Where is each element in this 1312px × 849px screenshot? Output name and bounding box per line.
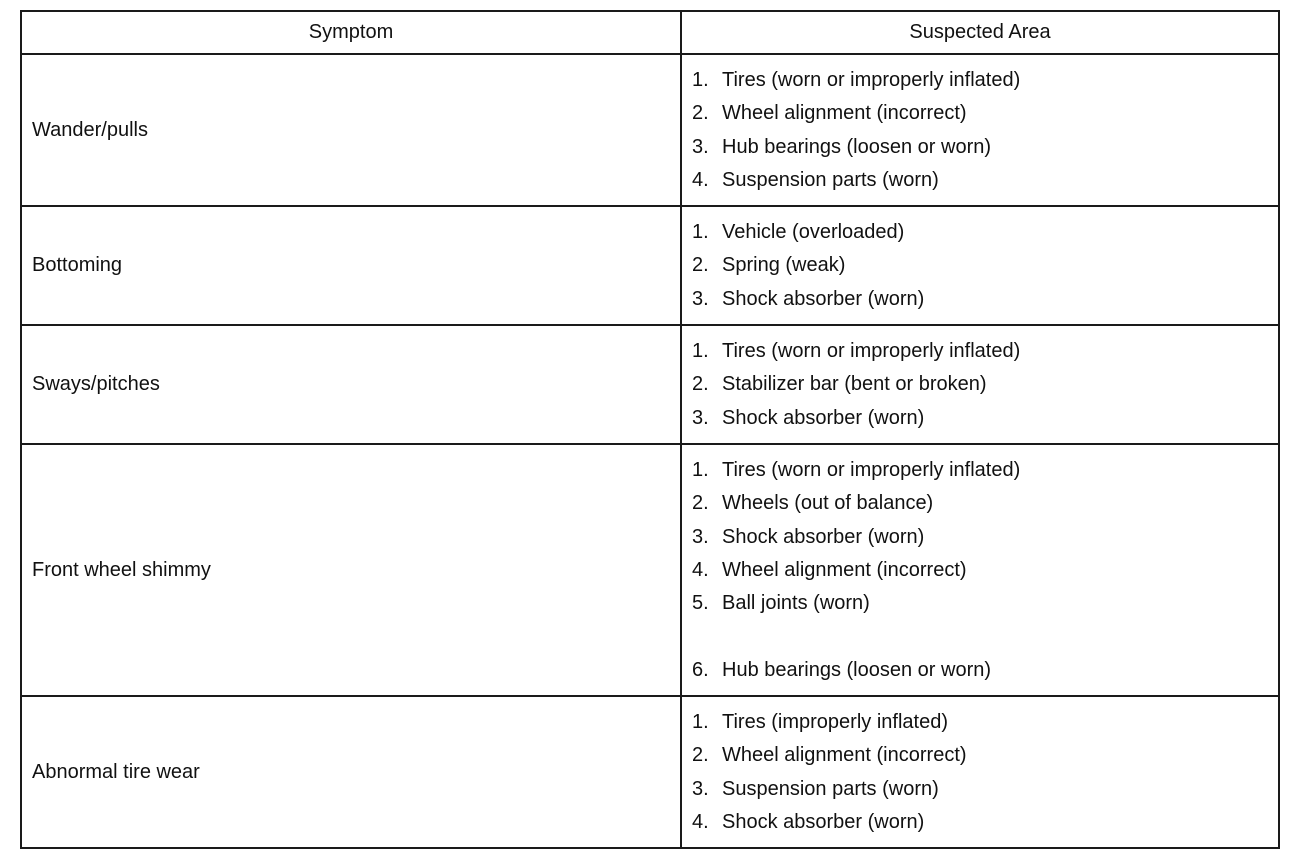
list-item	[692, 806, 1278, 839]
item-number: 1.	[692, 340, 709, 363]
item-text: Shock absorber (worn)	[722, 287, 925, 310]
item-text: Tires (worn or improperly inflated)	[722, 69, 1021, 91]
suspected-area-cell	[681, 696, 1279, 848]
list-item	[692, 97, 1278, 130]
item-text: Wheel alignment (incorrect)	[722, 744, 967, 767]
item-number: 3.	[692, 525, 709, 548]
suspected-area-list	[692, 454, 1278, 687]
item-text: Tires (worn or improperly inflated)	[722, 458, 1021, 481]
table-row	[21, 444, 1279, 696]
item-number: 3.	[692, 135, 709, 158]
suspected-area-cell	[681, 54, 1279, 206]
item-number: 1.	[692, 711, 709, 734]
list-item	[692, 64, 1278, 97]
item-number: 1.	[692, 458, 709, 481]
list-item	[692, 335, 1278, 368]
symptom-cell: Wander/pulls	[21, 54, 681, 206]
item-text: Tires (improperly inflated)	[722, 711, 948, 734]
item-number: 3.	[692, 287, 709, 310]
troubleshooting-table	[20, 10, 1280, 849]
item-number: 2.	[692, 744, 709, 767]
item-text: Suspension parts (worn)	[722, 168, 939, 191]
table-row	[21, 696, 1279, 848]
item-number: 2.	[692, 492, 709, 515]
item-text: Wheels (out of balance)	[722, 492, 934, 515]
symptom-cell: Sways/pitches	[21, 325, 681, 444]
table-row	[21, 54, 1279, 206]
header-row	[21, 11, 1279, 54]
suspected-area-cell	[681, 206, 1279, 325]
list-item	[692, 554, 1278, 587]
list-item	[692, 454, 1278, 487]
symptom-cell: Abnormal tire wear	[21, 696, 681, 848]
table-body	[21, 54, 1279, 848]
item-text: Shock absorber (worn)	[722, 525, 925, 548]
item-number: 5.	[692, 592, 709, 615]
list-item	[692, 402, 1278, 435]
list-item	[692, 654, 1278, 687]
symptom-cell: Bottoming	[21, 206, 681, 325]
suspected-area-list	[692, 706, 1278, 839]
list-item	[692, 773, 1278, 806]
item-text: Wheel alignment (incorrect)	[722, 558, 967, 581]
list-item	[692, 131, 1278, 164]
table-header	[21, 11, 1279, 54]
item-number: 4.	[692, 168, 709, 191]
item-number: 2.	[692, 373, 709, 396]
list-item	[692, 283, 1278, 316]
item-text: Hub bearings (loosen or worn)	[722, 658, 992, 681]
item-text: Suspension parts (worn)	[722, 777, 939, 800]
list-item	[692, 521, 1278, 554]
suspected-area-column-header: Suspected Area	[681, 11, 1279, 54]
item-number: 4.	[692, 558, 709, 581]
item-text: Ball joints (worn)	[722, 592, 870, 615]
table-row	[21, 325, 1279, 444]
item-number: 4.	[692, 810, 709, 833]
list-item	[692, 487, 1278, 520]
list-item	[692, 216, 1278, 249]
item-number: 2.	[692, 102, 709, 125]
suspected-area-list	[692, 216, 1278, 316]
item-number: 3.	[692, 406, 709, 429]
item-number: 1.	[692, 221, 709, 244]
item-text: Stabilizer bar (bent or broken)	[722, 373, 987, 396]
item-text: Vehicle (overloaded)	[722, 221, 905, 244]
item-text: Shock absorber (worn)	[722, 406, 925, 429]
suspected-area-cell	[681, 444, 1279, 696]
item-number: 2.	[692, 254, 709, 277]
item-text: Hub bearings (loosen or worn)	[722, 135, 992, 158]
item-number: 1.	[692, 69, 709, 91]
suspected-area-cell	[681, 325, 1279, 444]
item-text: Wheel alignment (incorrect)	[722, 102, 967, 125]
item-text: Tires (worn or improperly inflated)	[722, 340, 1021, 363]
list-item	[692, 706, 1278, 739]
list-item	[692, 164, 1278, 197]
item-number: 3.	[692, 777, 709, 800]
symptom-cell: Front wheel shimmy	[21, 444, 681, 696]
list-item	[692, 587, 1278, 620]
item-number: 6.	[692, 658, 709, 681]
symptom-column-header: Symptom	[21, 11, 681, 54]
list-item	[692, 249, 1278, 282]
list-item	[692, 739, 1278, 772]
table-row	[21, 206, 1279, 325]
item-text: Spring (weak)	[722, 254, 846, 277]
suspected-area-list	[692, 64, 1278, 197]
list-item	[692, 368, 1278, 401]
suspected-area-list	[692, 335, 1278, 435]
item-text: Shock absorber (worn)	[722, 810, 925, 833]
